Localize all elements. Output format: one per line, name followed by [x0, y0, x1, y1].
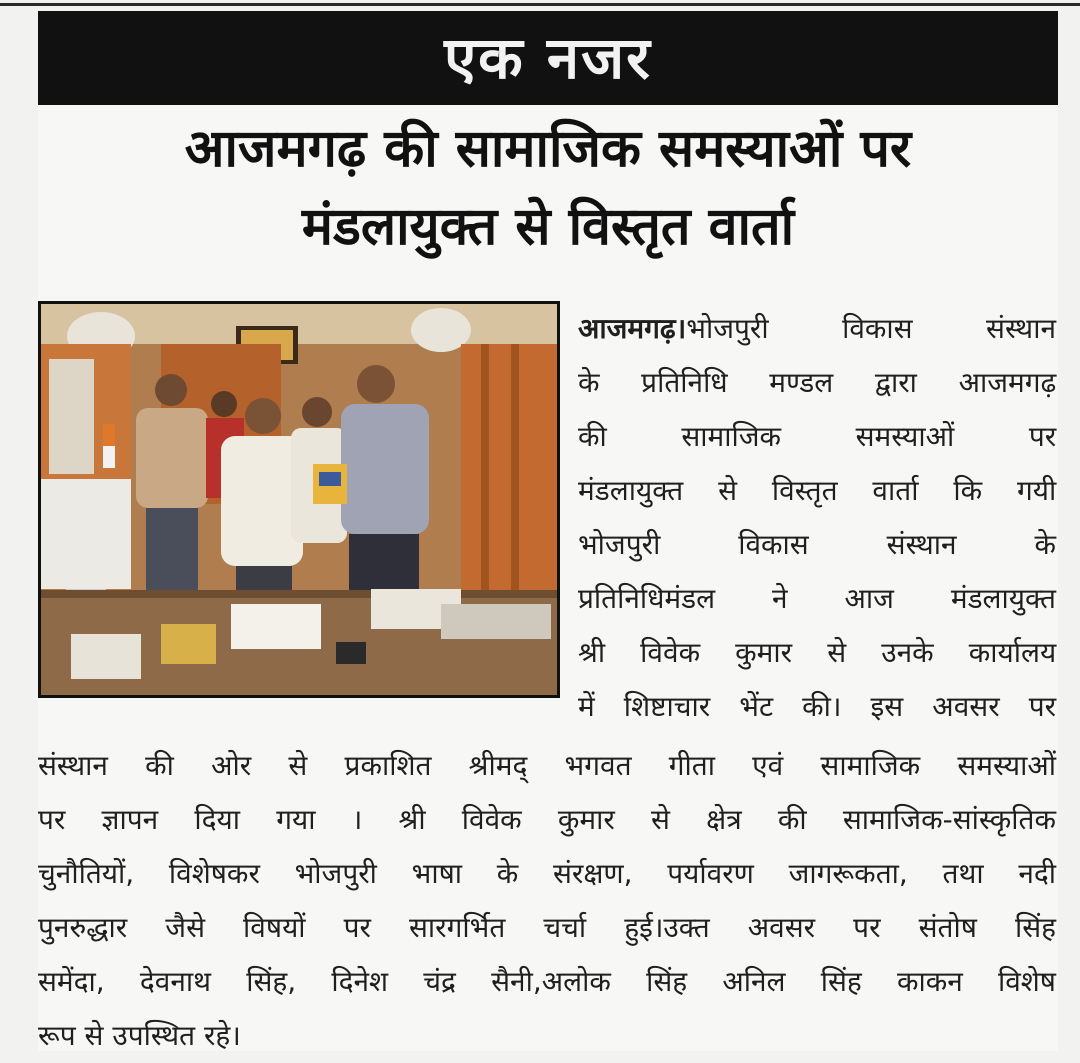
article-line: के प्रतिनिधि मण्डल द्वारा आजमगढ़: [578, 366, 1057, 399]
news-photo: [38, 301, 560, 698]
article-line: में शिष्टाचार भेंट की। इस अवसर पर: [578, 690, 1057, 723]
article-line: भोजपुरी विकास संस्थान के: [578, 528, 1056, 561]
article-line: प्रतिनिधिमंडल ने आज मंडलायुक्त: [578, 582, 1056, 615]
headline: [38, 110, 1058, 266]
article-line: रूप से उपस्थित रहे।: [38, 1019, 241, 1052]
article-line: संस्थान की ओर से प्रकाशित श्रीमद् भगवत गीता एवं सामाजिक समस्याओं: [38, 749, 1056, 782]
article-line: चुनौतियों, विशेषकर भोजपुरी भाषा के संरक्षण, पर्यावरण जागरूकता, तथा नदी: [38, 857, 1056, 890]
headline-line-1: आजमगढ़ की सामाजिक समस्याओं पर: [184, 119, 912, 179]
top-rule: [0, 3, 1080, 6]
section-banner: एक नजर: [38, 11, 1058, 105]
article-line: पुनरुद्धार जैसे विषयों पर सारगर्भित चर्चा हुई।उक्त अवसर पर संतोष सिंह: [38, 911, 1056, 944]
headline-line-2: मंडलायुक्त से विस्तृत वार्ता: [301, 197, 795, 257]
article-line: मंडलायुक्त से विस्तृत वार्ता कि गयी: [578, 474, 1057, 507]
article-line: श्री विवेक कुमार से उनके कार्यालय: [578, 636, 1057, 669]
office-meeting-photo-icon: [41, 304, 557, 695]
article-body-bottom: [38, 739, 1056, 1063]
article-line: आजमगढ़।भोजपुरी विकास संस्थान: [578, 312, 1056, 345]
article-body-top: [578, 302, 1056, 734]
article-line: समेंदा, देवनाथ सिंह, दिनेश चंद्र सैनी,अलोक सिंह अनिल सिंह काकन विशेष: [38, 965, 1056, 998]
article-line: पर ज्ञापन दिया गया । श्री विवेक कुमार से क्षेत्र की सामाजिक-सांस्कृतिक: [38, 803, 1056, 836]
article-line: की सामाजिक समस्याओं पर: [578, 420, 1057, 453]
dateline: आजमगढ़।: [578, 312, 687, 345]
